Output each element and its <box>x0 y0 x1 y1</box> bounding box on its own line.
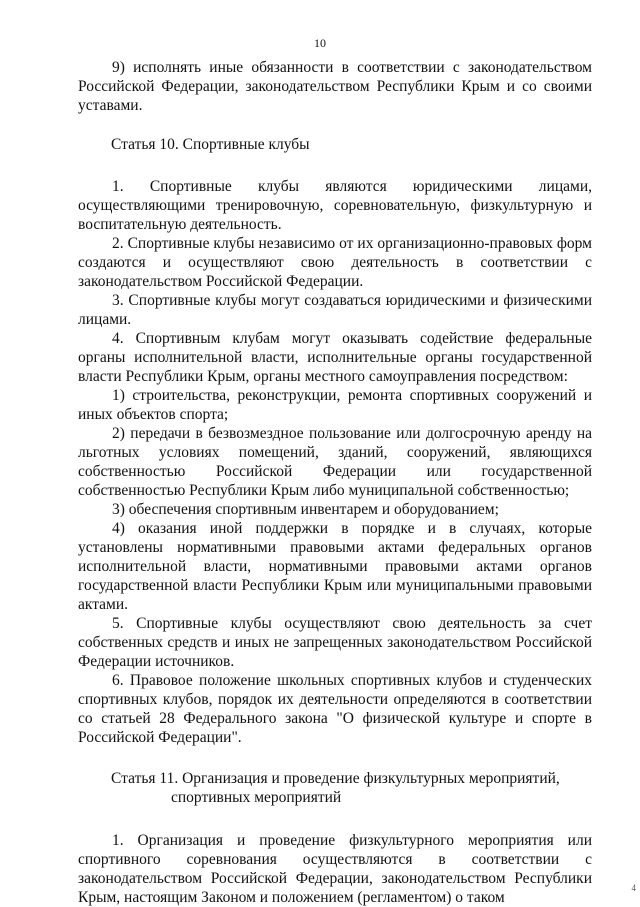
article-11-paragraph-1: 1. Организация и проведение физкультурного мероприятия или спортивного соревнования осуществляются в соответствии с законодательством Российской Федерации, законодательством Республики Крым, настоящим Законом и положением (регламентом) о таком <box>78 832 592 906</box>
article-11-heading-line-1: Статья 11. Организация и проведение физкультурных мероприятий, <box>111 770 560 787</box>
document-body <box>78 58 592 907</box>
article-10-paragraph-1: 1. Спортивные клубы являются юридическими лицами, осуществляющими тренировочную, соревновательную, физкультурную и воспитательную деятельность. <box>78 178 592 233</box>
article-10-heading: Статья 10. Спортивные клубы <box>111 136 310 153</box>
paragraph-item-9: 9) исполнять иные обязанности в соответствии с законодательством Российской Федерации, законодательством Республики Крым и со своими уставами. <box>78 59 592 114</box>
article-11-heading <box>78 769 592 807</box>
article-10-subitem-2: 2) передачи в безвозмездное пользование или долгосрочную аренду на льготных условиях помещений, зданий, сооружений, являющихся собственностью Российской Федерации или государственной собственностью Республики Крым либо муниципальной собственностью; <box>78 425 592 499</box>
article-10-paragraph-5: 5. Спортивные клубы осуществляют свою деятельность за счет собственных средств и иных не запрещенных законодательством Российской Федерации источников. <box>78 615 592 670</box>
article-10-paragraph-3: 3. Спортивные клубы могут создаваться юридическими и физическими лицами. <box>78 292 592 328</box>
article-11-heading-line-2: спортивных мероприятий <box>171 789 342 806</box>
article-10-subitem-4: 4) оказания иной поддержки в порядке и в случаях, которые установлены нормативными правовыми актами федеральных органов исполнительной власти, нормативными правовыми актами органов государственной власти Республики Крым или муниципальными правовыми актами. <box>78 520 592 613</box>
article-10-subitem-3: 3) обеспечения спортивным инвентарем и оборудованием; <box>112 501 499 518</box>
page-number: 10 <box>314 36 326 50</box>
article-10-subitem-1: 1) строительства, реконструкции, ремонта спортивных сооружений и иных объектов спорта; <box>78 387 592 423</box>
article-10-paragraph-6: 6. Правовое положение школьных спортивных клубов и студенческих спортивных клубов, порядок их деятельности определяются в соответствии со статьей 28 Федерального закона "О физической культуре и спорте в Российской Федерации". <box>78 672 592 746</box>
article-10-paragraph-2: 2. Спортивные клубы независимо от их организационно-правовых форм создаются и осуществляют свою деятельность в соответствии с законодательством Российской Федерации. <box>78 235 592 290</box>
article-10-paragraph-4: 4. Спортивным клубам могут оказывать содействие федеральные органы исполнительной власти, исполнительные органы государственной власти Республики Крым, органы местного самоуправления посредством: <box>78 330 592 385</box>
corner-mark: 4 <box>631 883 636 893</box>
